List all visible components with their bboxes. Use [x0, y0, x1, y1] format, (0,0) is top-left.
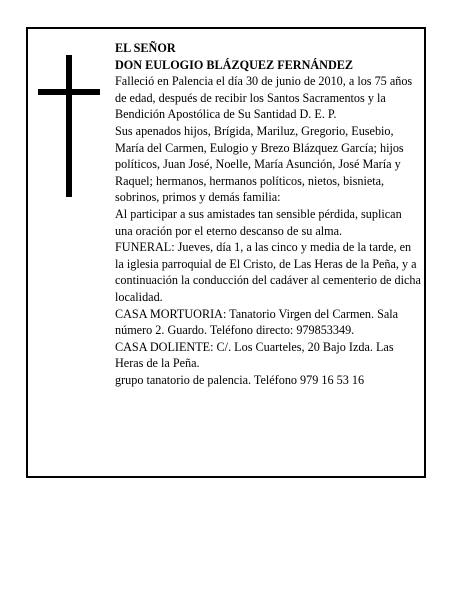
funeral-home-details: CASA MORTUORIA: Tanatorio Virgen del Carmen. Sala número 2. Guardo. Teléfono directo: 979853349.	[115, 306, 399, 338]
prayer-request: Al participar a sus amistades tan sensible pérdida, suplican una oración por el eterno descanso de su alma.	[115, 206, 402, 238]
notice-text	[115, 40, 421, 388]
cross-horizontal-bar	[38, 89, 100, 95]
family-home-address: CASA DOLIENTE: C/. Los Cuarteles, 20 Bajo Izda. Las Heras de la Peña.	[115, 339, 394, 371]
family-list: Sus apenados hijos, Brígida, Mariluz, Gregorio, Eusebio, María del Carmen, Eulogio y Brezo Blázquez García; hijos políticos, Juan José, Noelle, María Asunción, José María y Raquel; hermanos, hermanos políticos, nietos, bisnieta, sobrinos, primos y demás familia:	[115, 123, 404, 205]
obituary-notice	[26, 27, 426, 478]
notice-title: EL SEÑOR	[115, 41, 176, 55]
service-provider: grupo tanatorio de palencia. Teléfono 979 16 53 16	[115, 372, 365, 387]
deceased-name: DON EULOGIO BLÁZQUEZ FERNÁNDEZ	[115, 57, 354, 72]
cross-icon	[38, 55, 100, 197]
death-announcement: Falleció en Palencia el día 30 de junio de 2010, a los 75 años de edad, después de recibir los Santos Sacramentos y la Bendición Apostólica de Su Santidad D. E. P.	[115, 74, 413, 122]
cross-vertical-bar	[66, 55, 72, 197]
funeral-details: FUNERAL: Jueves, día 1, a las cinco y media de la tarde, en la iglesia parroquial de El Cristo, de Las Heras de la Peña, y a continuación la conducción del cadáver al cementerio de dicha localidad.	[115, 240, 421, 304]
